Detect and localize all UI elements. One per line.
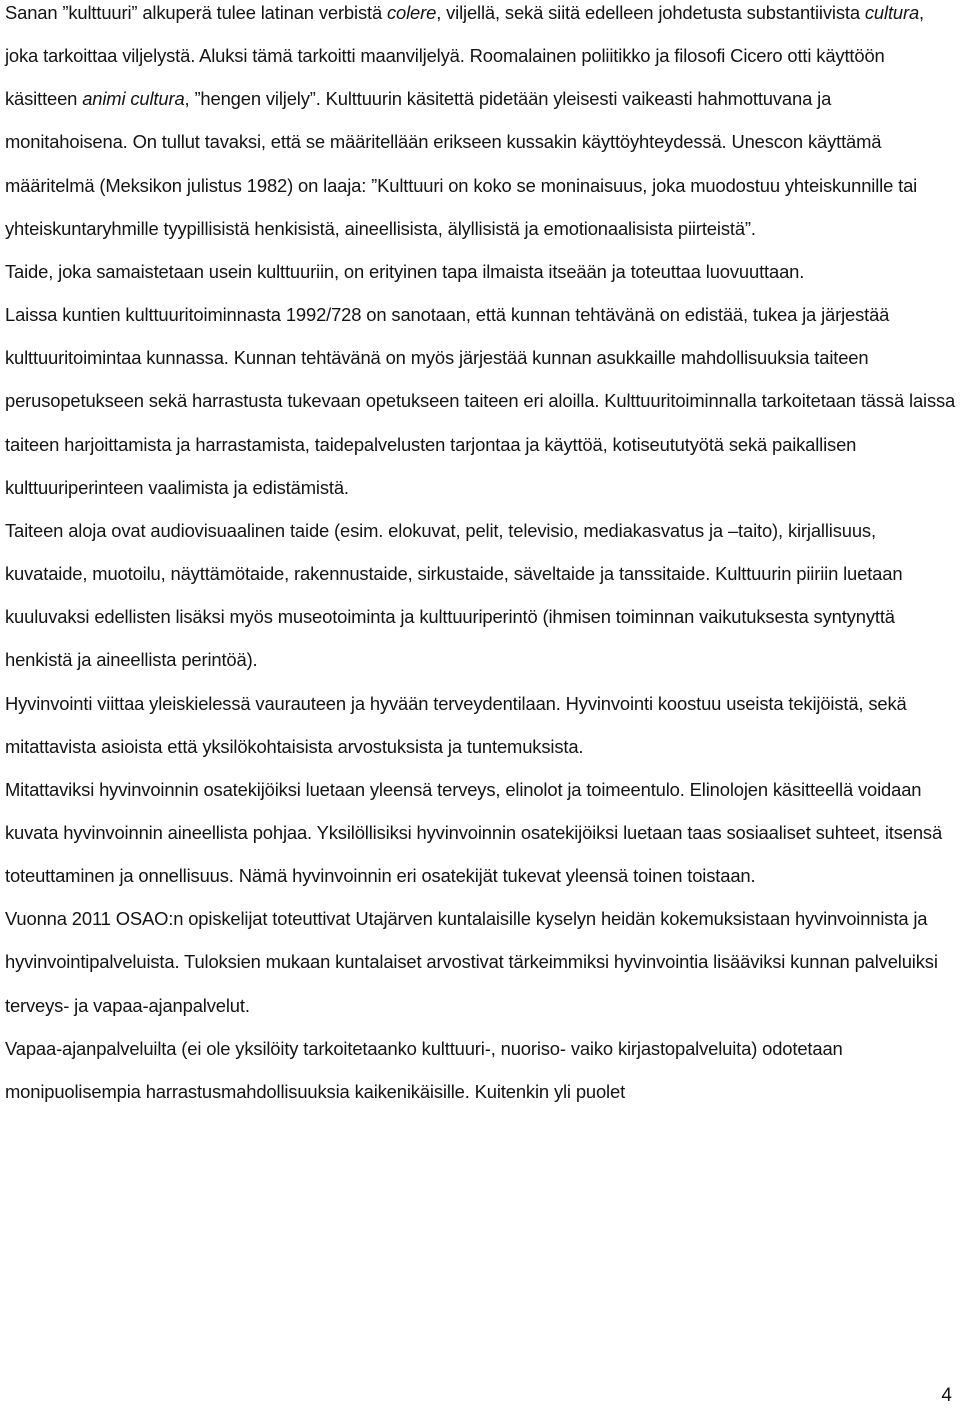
paragraph-leisure-services: Vapaa-ajanpalveluilta (ei ole yksilöity tarkoitetaanko kulttuuri-, nuoriso- vaiko kirjastopalveluita) odotetaan monipuolisempia harrastusmahdollisuuksia kaikenikäisille. Kuitenkin yli puolet bbox=[5, 1037, 843, 1102]
paragraph-law: Laissa kuntien kulttuuritoiminnasta 1992/728 on sanotaan, että kunnan tehtävänä on edistää, tukea ja järjestää kulttuuritoimintaa kunnassa. Kunnan tehtävänä on myös järjestää kunnan asukkaille mahdollisuuksia taiteen perusopetukseen sekä harrastusta tukevaan opetukseen taiteen eri aloilla. Kulttuuritoiminnalla tarkoitetaan tässä laissa taiteen harjoittamista ja harrastamista, taidepalvelusten tarjontaa ja käyttöä, kotiseututyötä sekä paikallisen kulttuuriperinteen vaalimista ja edistämistä. bbox=[5, 304, 956, 498]
paragraph-wellbeing: Hyvinvointi viittaa yleiskielessä vaurauteen ja hyvään terveydentilaan. Hyvinvointi koostuu useista tekijöistä, sekä mitattavista asioista että yksilökohtaisista arvostuksista ja tuntemuksista. bbox=[5, 692, 907, 757]
paragraph-survey: Vuonna 2011 OSAO:n opiskelijat toteuttivat Utajärven kuntalaisille kyselyn heidän kokemuksistaan hyvinvoinnista ja hyvinvointipalveluista. Tuloksien mukaan kuntalaiset arvostivat tärkeimmiksi hyvinvointia lisääviksi kunnan palveluiksi terveys- ja vapaa-ajanpalvelut. bbox=[5, 908, 938, 1016]
text-span: , viljellä, sekä siitä edelleen johdetusta substantiivista bbox=[436, 2, 865, 23]
text-span: Sanan ”kulttuuri” alkuperä tulee latinan verbistä bbox=[5, 2, 387, 23]
paragraph-culture-definition bbox=[5, 0, 957, 250]
text-span: , joka tarkoittaa viljelystä. Aluksi tämä tarkoitti maanviljelyä. Roomalainen poliitikko ja filosofi Cicero otti käyttöön käsitteen bbox=[5, 2, 925, 110]
italic-term-cultura: cultura bbox=[864, 2, 920, 23]
paragraph-art: Taide, joka samaistetaan usein kulttuuriin, on erityinen tapa ilmaista itseään ja toteuttaa luovuuttaan. bbox=[5, 260, 805, 282]
paragraph-art-fields: Taiteen aloja ovat audiovisuaalinen taide (esim. elokuvat, pelit, televisio, mediakasvatus ja –taito), kirjallisuus, kuvataide, muotoilu, näyttämötaide, rakennustaide, sirkustaide, säveltaide ja tanssitaide. Kulttuurin piiriin luetaan kuuluvaksi edellisten lisäksi myös museotoiminta ja kulttuuriperintö (ihmisen toiminnan vaikutuksesta syntynyttä henkistä ja aineellista perintöä). bbox=[5, 519, 903, 671]
paragraph-wellbeing-factors: Mitattaviksi hyvinvoinnin osatekijöiksi luetaan yleensä terveys, elinolot ja toimeentulo. Elinolojen käsitteellä voidaan kuvata hyvinvoinnin aineellista pohjaa. Yksilöllisiksi hyvinvoinnin osatekijöiksi luetaan taas sosiaaliset suhteet, itsensä toteuttaminen ja onnellisuus. Nämä hyvinvoinnin eri osatekijät tukevat yleensä toinen toistaan. bbox=[5, 778, 943, 887]
italic-term-colere: colere bbox=[387, 2, 437, 23]
document-body bbox=[5, 0, 957, 1113]
text-span: , ”hengen viljely”. Kulttuurin käsitettä pidetään yleisesti vaikeasti hahmottuvana ja monitahoisena. On tullut tavaksi, että se määritellään erikseen kussakin käyttöyhteydessä. Unescon käyttämä määritelmä (Meksikon julistus 1982) on laaja: ”Kulttuuri on koko se moninaisuus, joka muodostuu yhteiskunnille tai yhteiskuntaryhmille tyypillisistä henkisistä, aineellisista, älyllisistä ja emotionaalisista piirteistä”. bbox=[5, 88, 918, 239]
page-number: 4 bbox=[941, 1385, 952, 1406]
italic-term-animi-cultura: animi cultura bbox=[82, 88, 185, 110]
